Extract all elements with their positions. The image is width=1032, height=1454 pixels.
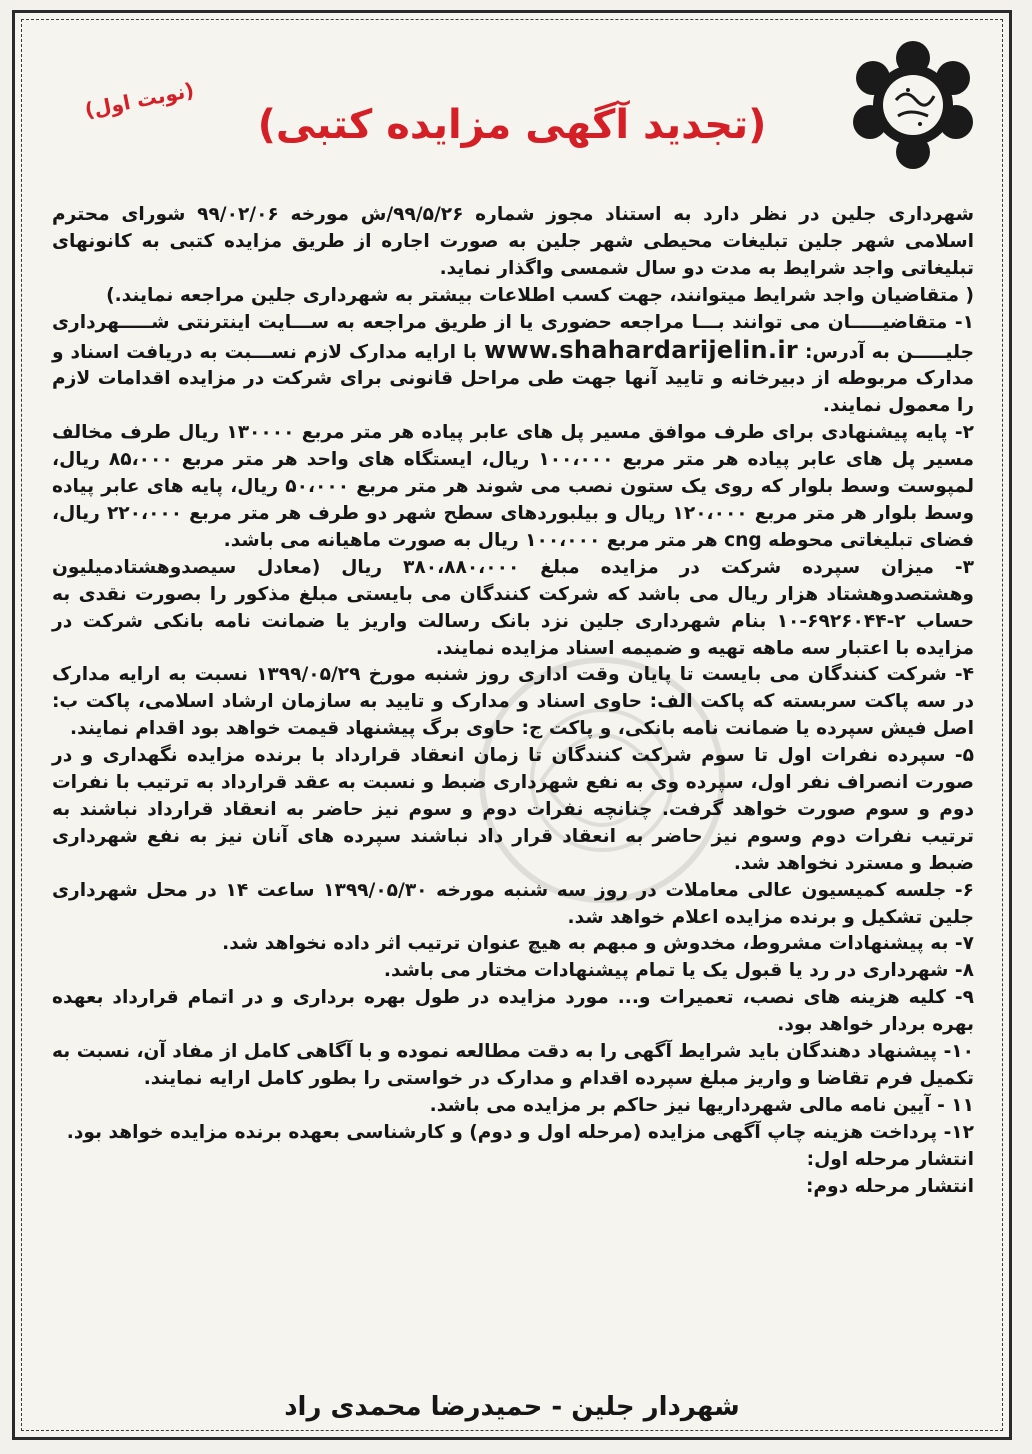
item-1: [52, 310, 974, 421]
item-1-part-b: با ارایه مدارک لازم نســـبت به دریافت اسناد و مدارک مربوطه از دبیرخانه و تایید آنها جهت طی مراحل قانونی برای شرکت در مزایده اقدامات لازم را معمول نمایند.: [52, 341, 974, 417]
item-4: ۴- شرکت کنندگان می بایست تا پایان وقت اداری روز شنبه مورخ ۱۳۹۹/۰۵/۲۹ نسبت به ارایه مدارک در سه پاکت سربسته که پاکت الف: حاوی اسناد و مدارک و تایید به سازمان ارشاد اسلامی، پاکت ب: اصل فیش سپرده یا ضمانت نامه بانکی، و پاکت ج: حاوی برگ پیشنهاد قیمت خواهد بود اقدام نمایند.: [52, 664, 975, 740]
notice-inner-border: [21, 19, 1003, 1431]
website-link[interactable]: www.shahardarijelin.ir: [483, 335, 798, 364]
item-5: ۵- سپرده نفرات اول تا سوم شرکت کنندگان تا زمان انعقاد قرارداد با برنده مزایده نگهداری و در صورت انصراف نفر اول، سپرده وی به نفع شهرداری ضبط و نسبت به عقد قرارداد به ترتیب با نفرات دوم و سوم صورت خواهد گرفت. چنانچه نفرات دوم و سوم نیز حاضر به انعقاد قرارداد نباشند به ترتیب نفرات دوم وسوم نیز حاضر به انعقاد قرار داد نباشند سپرده های آنان نیز به نفع شهرداری ضبط و مسترد نخواهد شد.: [52, 745, 974, 874]
intro-paragraph: شهرداری جلین در نظر دارد به استناد مجوز شماره ۹۹/۵/۲۶/ش مورخه ۹۹/۰۲/۰۶ شورای محترم اسلامی شهر جلین تبلیغات محیطی شهر جلین به صورت اجاره از طریق مزایده کتبی به کانونهای تبلیغاتی واجد شرایط به مدت دو سال شمسی واگذار نماید.: [52, 204, 974, 279]
item-2: ۲- پایه پیشنهادی برای طرف موافق مسیر پل های عابر پیاده هر متر مربع ۱۳۰۰۰۰ ریال طرف مخالف مسیر پل های عابر پیاده هر متر مربع ۱۰۰،۰۰۰ ریال، ایستگاه های واحد هر متر مربع ۸۵،۰۰۰ ریال، لمپوست وسط بلوار که روی یک ستون نصب می شوند هر متر مربع ۵۰،۰۰۰ ریال، پایه های عابر پیاده وسط بلوار هر متر مربع ۱۲۰،۰۰۰ ریال و بیلبوردهای سطح شهر دو طرف هر متر مربع ۲۲۰،۰۰۰ ریال، فضای تبلیغاتی محوطه cng هر متر مربع ۱۰۰،۰۰۰ ریال به صورت ماهیانه می باشد.: [52, 422, 975, 551]
publish-second: انتشار مرحله دوم:: [805, 1175, 974, 1197]
item-6: ۶- جلسه کمیسیون عالی معاملات در روز سه شنبه مورخه ۱۳۹۹/۰۵/۳۰ ساعت ۱۴ در محل شهرداری جلین تشکیل و برنده مزایده اعلام خواهد شد.: [52, 879, 974, 928]
item-10: ۱۰- پیشنهاد دهندگان باید شرایط آگهی را به دقت مطالعه نموده و با آگاهی کامل از مفاد آن، نسبت به تکمیل فرم تقاضا و واریز مبلغ سپرده اقدام و مدارک در خواستی را بطور کامل ارایه نمایند.: [52, 1041, 974, 1089]
round-label: (نوبت اول): [82, 77, 196, 123]
item-1-part-a: ۱- متقاضیـــــان می توانند بـــا مراجعه حضوری یا از طریق مراجعه به ســـایت اینترنتی شـــــهرداری جلیـــــن به آدرس:: [52, 311, 974, 363]
publish-first: انتشار مرحله اول:: [806, 1148, 974, 1170]
item-11: ۱۱ - آیین نامه مالی شهرداریها نیز حاکم بر مزایده می باشد.: [429, 1094, 974, 1116]
note-paragraph: ( متقاضیان واجد شرایط میتوانند، جهت کسب اطلاعات بیشتر به شهرداری جلین مراجعه نمایند.): [106, 284, 974, 306]
notice-frame: [12, 10, 1012, 1440]
signature-line: شهردار جلین - حمیدرضا محمدی راد: [284, 1392, 740, 1422]
notice-title: (تجدید آگهی مزایده کتبی): [257, 102, 767, 148]
item-3: ۳- میزان سپرده شرکت در مزایده مبلغ ۳۸۰،۸۸۰،۰۰۰ ریال (معادل سیصدوهشتادمیلیون وهشتصدوهشتاد هزار ریال می باشد که شرکت کنندگان می بایستی مبلغ مذکور را بصورت نقدی به حساب ۲-۶۹۲۶۰۴۴-۱۰ بنام شهرداری جلین نزد بانک رسالت واریز یا ضمانت نامه بانکی شرکت در مزایده با اعتبار سه ماهه تهیه و ضمیمه اسناد مزایده نمایند.: [52, 556, 974, 659]
municipality-seal-icon: [848, 40, 978, 170]
item-7: ۷- به پیشنهادات مشروط، مخدوش و مبهم به هیچ عنوان ترتیب اثر داده نخواهد شد.: [222, 933, 974, 955]
item-8: ۸- شهرداری در رد یا قبول یک یا تمام پیشنهادات مختار می باشد.: [383, 960, 974, 982]
notice-body: [52, 202, 974, 1201]
item-9: ۹- کلیه هزینه های نصب، تعمیرات و... مورد مزایده در طول بهره برداری و در اتمام قرارداد بعهده بهره بردار خواهد بود.: [52, 987, 974, 1036]
item-12: ۱۲- پرداخت هزینه چاپ آگهی مزایده (مرحله اول و دوم) و کارشناسی بعهده برنده مزایده خواهد بود.: [66, 1121, 974, 1143]
